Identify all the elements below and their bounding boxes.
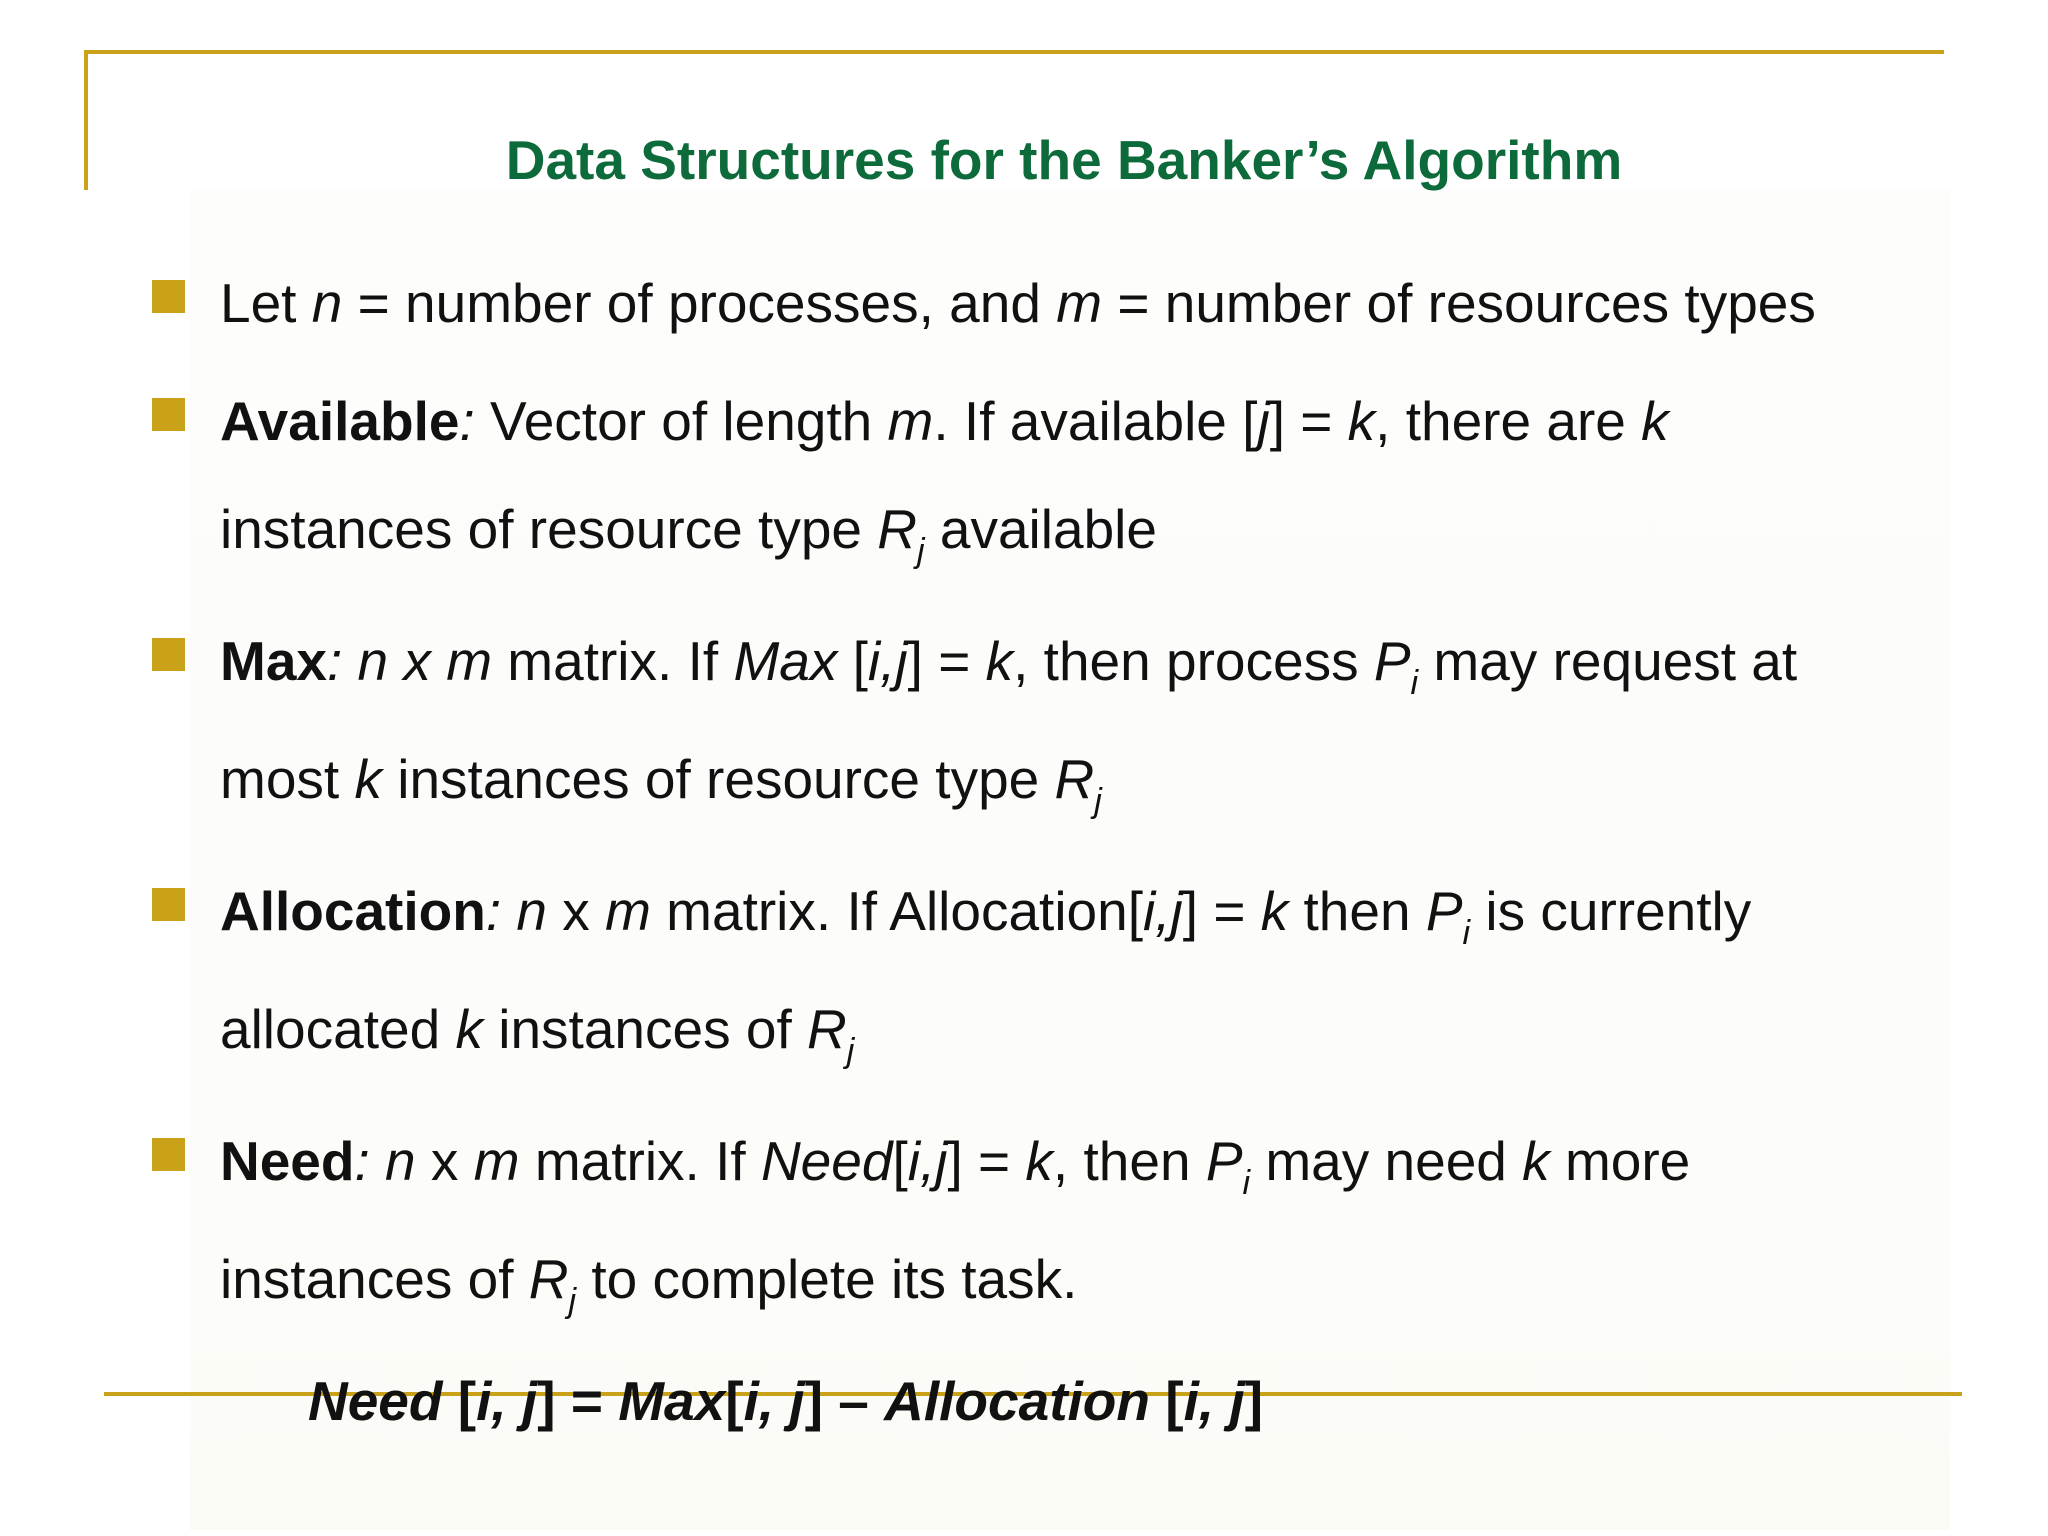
- text-run-italic: P: [1425, 880, 1463, 942]
- text-run-italic: : n: [485, 880, 547, 942]
- formula-part: ]: [1244, 1370, 1264, 1432]
- text-run: more: [1549, 1130, 1691, 1192]
- square-bullet-icon: [152, 888, 185, 921]
- subscript: j: [917, 532, 925, 570]
- text-run-italic: k: [354, 748, 382, 810]
- bullet-text: [220, 630, 1798, 702]
- text-run-italic: Need: [760, 1130, 893, 1192]
- text-run: Vector of length: [474, 390, 888, 452]
- text-run-italic: i,j: [1143, 880, 1183, 942]
- text-run-italic: i,j: [867, 630, 908, 692]
- formula-part: i, j: [743, 1370, 805, 1432]
- text-run: ] =: [1269, 390, 1348, 452]
- need-formula: [308, 1370, 1264, 1432]
- text-run: instances of resource type: [220, 498, 878, 560]
- text-run-italic: : n: [354, 1130, 416, 1192]
- formula-part: [: [725, 1370, 744, 1432]
- square-bullet-icon: [152, 1138, 185, 1171]
- term-max: Max: [220, 630, 327, 692]
- text-run: x: [547, 880, 606, 942]
- text-run: matrix. If Allocation[: [650, 880, 1144, 942]
- text-run: matrix. If: [492, 630, 734, 692]
- text-run: ] =: [1182, 880, 1261, 942]
- text-run-italic: Max: [733, 630, 838, 692]
- bullet-text: [220, 390, 1669, 452]
- text-run: may need: [1250, 1130, 1523, 1192]
- slide-title: Data Structures for the Banker’s Algorithm: [505, 129, 1623, 191]
- text-run: ] =: [947, 1130, 1026, 1192]
- text-run-italic: R: [807, 998, 847, 1060]
- text-run: , there are: [1375, 390, 1642, 452]
- bullet-continuation-need: [220, 1248, 1078, 1320]
- formula-part: i, j: [1183, 1370, 1245, 1432]
- text-run-italic: P: [1373, 630, 1411, 692]
- text-run-italic: k: [1347, 390, 1376, 452]
- term-need: Need: [220, 1130, 355, 1192]
- subscript: j: [846, 1032, 855, 1070]
- text-run-italic: P: [1205, 1130, 1243, 1192]
- text-run: ] =: [907, 630, 986, 692]
- text-run: is currently: [1470, 880, 1752, 942]
- bullet-text: [220, 272, 1816, 334]
- text-run: Let: [220, 272, 312, 334]
- text-run-italic: :: [459, 390, 475, 452]
- text-run: instances of resource type: [381, 748, 1055, 810]
- formula-part: i, j: [476, 1370, 538, 1432]
- bullet-continuation-max: [220, 748, 1102, 820]
- text-run: available: [924, 498, 1157, 560]
- formula-part: [: [1165, 1370, 1184, 1432]
- text-run: . If available [: [933, 390, 1258, 452]
- formula-part: [: [457, 1370, 477, 1432]
- text-run: allocated: [220, 998, 456, 1060]
- text-run-italic: k: [985, 630, 1014, 692]
- text-run: instances of: [220, 1248, 529, 1310]
- text-run-italic: k: [455, 998, 483, 1060]
- text-run-italic: m: [473, 1130, 520, 1192]
- text-run-italic: : n x m: [327, 630, 493, 692]
- formula-part: Need: [308, 1370, 458, 1432]
- text-run: = number of processes, and: [342, 272, 1057, 334]
- bullet-continuation-available: [220, 498, 1157, 570]
- text-run: , then process: [1013, 630, 1374, 692]
- text-run-italic: R: [1054, 748, 1095, 810]
- frame-top-rule: [84, 50, 1944, 54]
- text-run-italic: R: [528, 1248, 569, 1310]
- square-bullet-icon: [152, 398, 185, 431]
- text-run: x: [415, 1130, 474, 1192]
- text-run-italic: k: [1260, 880, 1289, 942]
- text-run-italic: m: [1056, 272, 1103, 334]
- text-run: [: [837, 630, 868, 692]
- formula-part: ] =: [537, 1370, 619, 1432]
- text-run: instances of: [482, 998, 808, 1060]
- formula-part: Allocation: [884, 1370, 1166, 1432]
- text-run: = number of resources types: [1102, 272, 1816, 334]
- text-run: may request at: [1418, 630, 1798, 692]
- subscript: i: [1410, 664, 1419, 702]
- text-run: matrix. If: [519, 1130, 761, 1192]
- text-run-italic: n: [311, 272, 343, 334]
- text-run: to complete its task.: [576, 1248, 1078, 1310]
- text-run-italic: m: [887, 390, 934, 452]
- subscript: j: [1094, 782, 1102, 820]
- text-run-italic: m: [605, 880, 651, 942]
- text-run-italic: R: [877, 498, 918, 560]
- square-bullet-icon: [152, 280, 185, 313]
- text-run: most: [220, 748, 355, 810]
- bullet-text: [220, 880, 1752, 952]
- subscript: i: [1242, 1164, 1251, 1202]
- text-run: , then: [1052, 1130, 1206, 1192]
- subscript: j: [568, 1282, 577, 1320]
- text-run-italic: j: [1257, 390, 1270, 452]
- text-run: then: [1288, 880, 1426, 942]
- square-bullet-icon: [152, 638, 185, 671]
- text-run-italic: i,j: [907, 1130, 948, 1192]
- bullet-continuation-allocation: [220, 998, 855, 1070]
- text-run: [: [892, 1130, 908, 1192]
- term-available: Available: [220, 390, 460, 452]
- formula-part: ] –: [804, 1370, 885, 1432]
- text-run-italic: k: [1641, 390, 1669, 452]
- subscript: i: [1462, 914, 1471, 952]
- text-run-italic: k: [1025, 1130, 1053, 1192]
- term-allocation: Allocation: [220, 880, 486, 942]
- bullet-text: [220, 1130, 1691, 1202]
- formula-part: Max: [618, 1370, 726, 1432]
- text-run-italic: k: [1522, 1130, 1550, 1192]
